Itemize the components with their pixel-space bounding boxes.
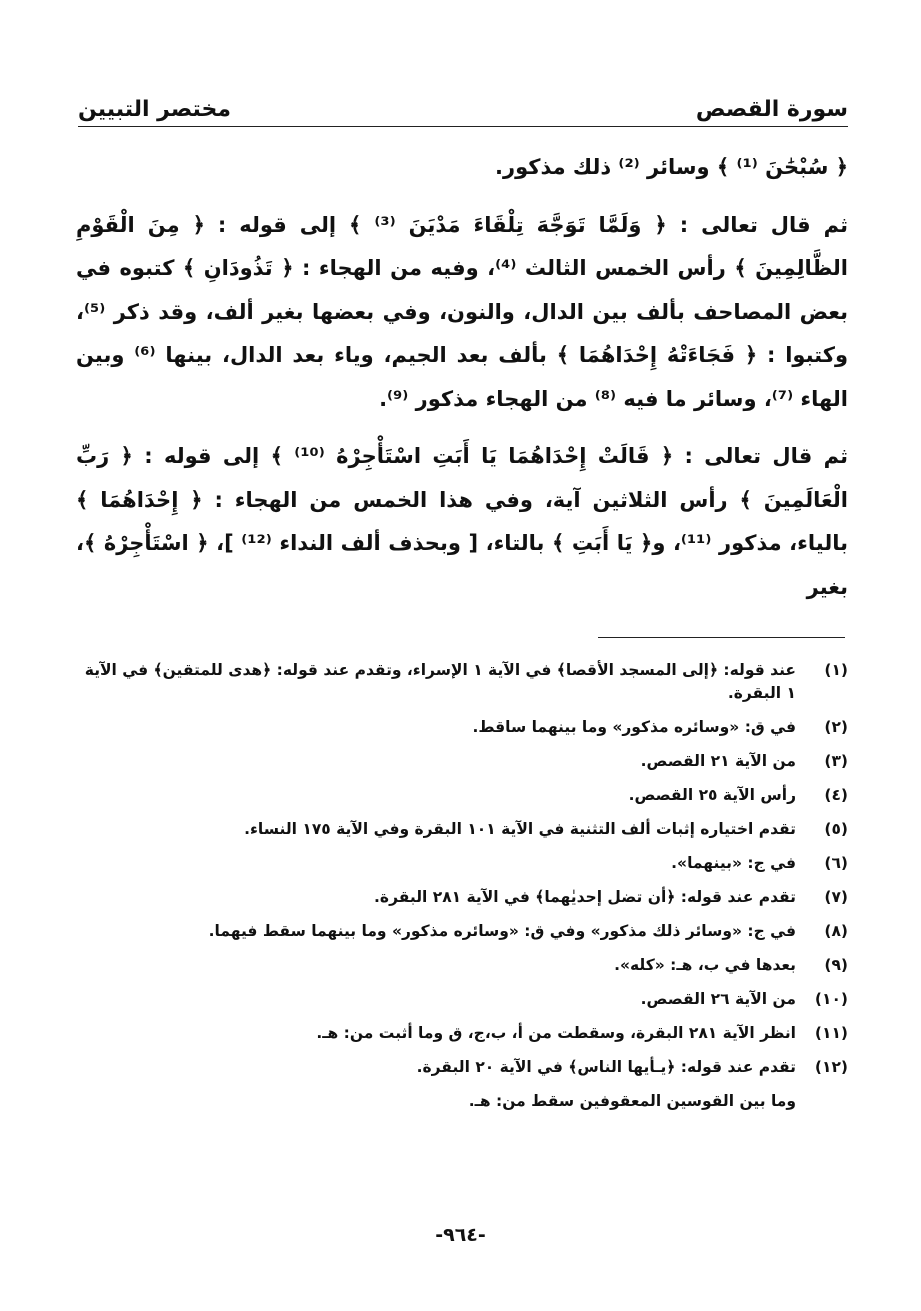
footnote-divider <box>598 637 845 638</box>
footnote <box>80 716 848 739</box>
footnote-text: رأس الآية ٢٥ القصص. <box>628 786 796 804</box>
footnote-number: (٨) <box>824 922 848 940</box>
footnote-number: (٧) <box>824 888 848 906</box>
footnote-number: (١٠) <box>814 990 848 1008</box>
paragraph-3: ثم قال تعالى : ﴿ قَالَتْ إِحْدَاهُمَا يَا أَبَتِ اسْتَأْجِرْهُ ⁽¹⁰⁾ ﴾ إلى قوله : ﴿ رَبِّ الْعَالَمِينَ ﴾ رأس الثلاثين آية، وفي هذا الخمس من الهجاء : ﴿ إِحْدَاهُمَا ﴾ بالياء، مذكور ⁽¹¹⁾، و﴿ يَا أَبَتِ ﴾ بالتاء، [ وبحذف ألف النداء ⁽¹²⁾ ]، ﴿ اسْتَأْجِرْهُ ﴾، بغير <box>76 444 848 599</box>
header-divider <box>78 126 848 127</box>
footnote-text: عند قوله: ﴿إلى المسجد الأقصا﴾ في الآية ١ الإسراء، وتقدم عند قوله: ﴿هدى للمتقين﴾ في الآية ١ البقرة. <box>84 661 796 702</box>
footnote-number: (١٢) <box>814 1058 848 1076</box>
footnote <box>80 852 848 875</box>
book-title: مختصر التبيين <box>78 97 232 122</box>
footnote-number: (٢) <box>824 718 848 736</box>
footnote <box>80 920 848 943</box>
footnote-text: تقدم اختياره إثبات ألف التثنية في الآية ١٠١ البقرة وفي الآية ١٧٥ النساء. <box>244 820 796 838</box>
footnote-continuation <box>80 1090 848 1113</box>
main-text <box>76 146 848 609</box>
paragraph-1: ﴿ سُبْحَٰنَ ⁽¹⁾ ﴾ وسائر ⁽²⁾ ذلك مذكور. <box>495 155 848 179</box>
footnote-text: تقدم عند قوله: ﴿أن تضل إحديٰهما﴾ في الآية ٢٨١ البقرة. <box>374 888 796 906</box>
footnote-number: (٩) <box>824 956 848 974</box>
footnotes <box>80 659 848 1124</box>
footnote <box>80 954 848 977</box>
footnote-number: (١١) <box>814 1024 848 1042</box>
footnote-text: بعدها في ب، هـ: «كله». <box>614 956 796 974</box>
footnote-number: (٣) <box>824 752 848 770</box>
footnote <box>80 659 848 705</box>
footnote-text: في ق: «وسائره مذكور» وما بينهما ساقط. <box>472 718 796 736</box>
footnote-text: من الآية ٢١ القصص. <box>640 752 796 770</box>
footnote-number: (٥) <box>824 820 848 838</box>
footnote-text: تقدم عند قوله: ﴿يـأيها الناس﴾ في الآية ٢٠ البقرة. <box>416 1058 796 1076</box>
footnote <box>80 784 848 807</box>
surah-title: سورة القصص <box>695 97 848 122</box>
footnote-text: من الآية ٢٦ القصص. <box>640 990 796 1008</box>
footnote <box>80 1022 848 1045</box>
footnote <box>80 988 848 1011</box>
footnote <box>80 750 848 773</box>
footnote-number: (٦) <box>824 854 848 872</box>
footnote-continuation-text: وما بين القوسين المعقوفين سقط من: هـ. <box>468 1092 796 1110</box>
footnote <box>80 1056 848 1079</box>
running-header <box>78 86 848 122</box>
paragraph-2: ثم قال تعالى : ﴿ وَلَمَّا تَوَجَّهَ تِلْقَاءَ مَدْيَنَ ⁽³⁾ ﴾ إلى قوله : ﴿ مِنَ الْقَوْمِ الظَّالِمِينَ ﴾ رأس الخمس الثالث ⁽⁴⁾، وفيه من الهجاء : ﴿ تَذُودَانِ ﴾ كتبوه في بعض المصاحف بألف بين الدال، والنون، وفي بعضها بغير ألف، وقد ذكر ⁽⁵⁾، وكتبوا : ﴿ فَجَاءَتْهُ إِحْدَاهُمَا ﴾ بألف بعد الجيم، وياء بعد الدال، بينها ⁽⁶⁾ وبين الهاء ⁽⁷⁾، وسائر ما فيه ⁽⁸⁾ من الهجاء مذكور ⁽⁹⁾. <box>76 212 848 411</box>
footnote-number: (٤) <box>824 786 848 804</box>
footnote-text: انظر الآية ٢٨١ البقرة، وسقطت من أ، ب،ج، ق وما أثبت من: هـ. <box>316 1024 796 1042</box>
footnote-text: في ج: «وسائر ذلك مذكور» وفي ق: «وسائره مذكور» وما بينهما سقط فيهما. <box>208 922 796 940</box>
footnote-text: في ج: «بينهما». <box>671 854 796 872</box>
page-number: -٩٦٤- <box>435 1224 486 1246</box>
footnote-number: (١) <box>824 661 848 679</box>
footnote <box>80 886 848 909</box>
footnote <box>80 818 848 841</box>
